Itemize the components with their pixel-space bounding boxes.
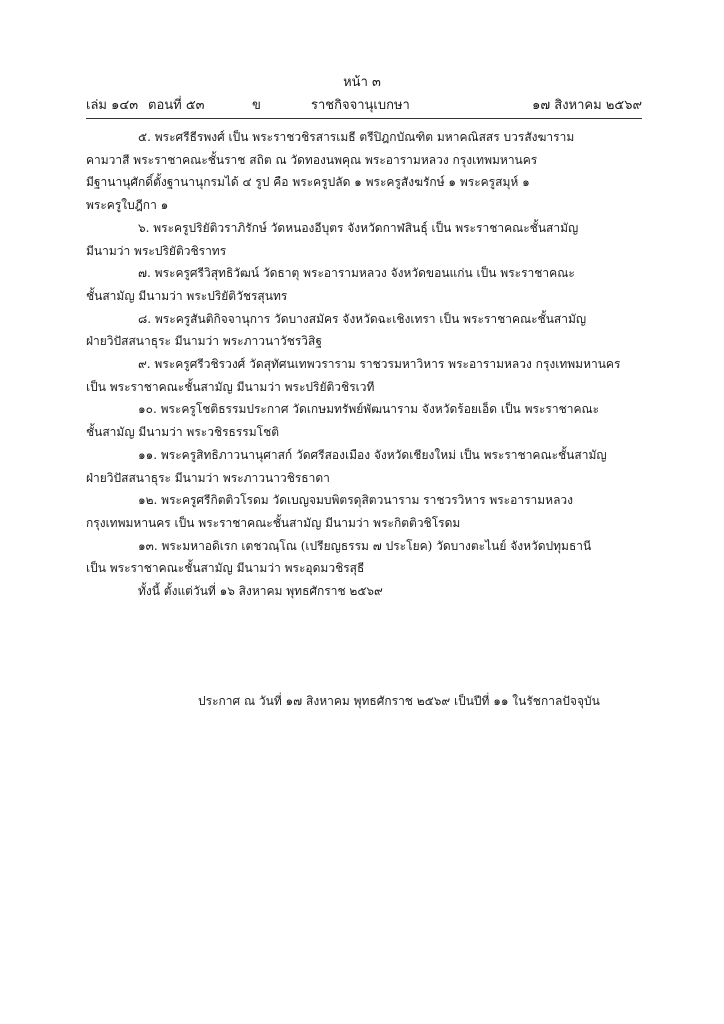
section-label: ข [252, 98, 261, 113]
paragraph-line: มีฐานานุศักดิ์ตั้งฐานานุกรมได้ ๔ รูป คือ พระครูปลัด ๑ พระครูสังฆรักษ์ ๑ พระครูสมุห์ ๑ [86, 175, 530, 190]
proclamation-line: ประกาศ ณ วันที่ ๑๗ สิงหาคม พุทธศักราช ๒๕๖๙ เป็นปีที่ ๑๑ ในรัชกาลปัจจุบัน [198, 694, 600, 708]
paragraph-line: เป็น พระราชาคณะชั้นสามัญ มีนามว่า พระอุดมวชิรสุธี [86, 561, 365, 576]
effective-date-line: ทั้งนี้ ตั้งแต่วันที่ ๑๖ สิงหาคม พุทธศักราช ๒๕๖๙ [138, 584, 383, 599]
paragraph-line: ฝ่ายวิปัสสนาธุระ มีนามว่า พระภาวนาวชิรธาดา [86, 470, 330, 485]
effective-date-paragraph [86, 580, 642, 603]
page-number: หน้า ๓ [343, 75, 381, 90]
paragraph-line: ๗. พระครูศรีวิสุทธิวัฒน์ วัดธาตุ พระอารามหลวง จังหวัดขอนแก่น เป็น พระราชาคณะ [138, 266, 575, 281]
paragraph-line: ๑๑. พระครูสิทธิภาวนานุศาสก์ วัดศรีสองเมือง จังหวัดเชียงใหม่ เป็น พระราชาคณะชั้นสามัญ [138, 447, 607, 462]
paragraph-line: ๑๒. พระครูศรีกิตติวโรดม วัดเบญจมบพิตรดุสิตวนาราม ราชวรวิหาร พระอารามหลวง [138, 493, 574, 508]
paragraph-line: ๖. พระครูปริยัติวราภิรักษ์ วัดหนองอีบุตร จังหวัดกาฬสินธุ์ เป็น พระราชาคณะชั้นสามัญ [138, 220, 579, 235]
paragraph-line: พระครูใบฎีกา ๑ [86, 198, 169, 213]
paragraph-line: ชั้นสามัญ มีนามว่า พระวชิรธรรมโชติ [86, 425, 280, 440]
paragraph-item-7 [86, 262, 642, 307]
paragraph-item-13 [86, 535, 642, 580]
gazette-name: ราชกิจจานุเบกษา [311, 98, 410, 113]
volume-label: เล่ม ๑๔๓ [86, 98, 139, 113]
paragraph-item-8 [86, 308, 642, 353]
paragraph-item-11 [86, 444, 642, 489]
issue-label: ตอนที่ ๕๓ [148, 98, 205, 113]
header-divider [86, 118, 642, 119]
paragraph-item-12 [86, 489, 642, 534]
paragraph-line: ๑๐. พระครูโชติธรรมประกาศ วัดเกษมทรัพย์พัฒนาราม จังหวัดร้อยเอ็ด เป็น พระราชาคณะ [138, 402, 600, 417]
paragraph-line: คามวาสี พระราชาคณะชั้นราช สถิต ณ วัดทองนพคุณ พระอารามหลวง กรุงเทพมหานคร [86, 152, 538, 167]
running-header [86, 97, 642, 115]
paragraph-line: ๙. พระครูศรีวชิรวงศ์ วัดสุทัศนเทพวราราม ราชวรมหาวิหาร พระอารามหลวง กรุงเทพมหานคร [138, 357, 621, 372]
paragraph-line: ฝ่ายวิปัสสนาธุระ มีนามว่า พระภาวนาวัชรวิสิฐ [86, 334, 322, 349]
paragraph-line: ๘. พระครูสันติกิจจานุการ วัดบางสมัคร จังหวัดฉะเชิงเทรา เป็น พระราชาคณะชั้นสามัญ [138, 311, 587, 326]
paragraph-line: มีนามว่า พระปริยัติวชิราทร [86, 243, 227, 258]
paragraph-line: ๑๓. พระมหาอดิเรก เตชวณฺโณ (เปรียญธรรม ๗ ประโยค) วัดบางตะไนย์ จังหวัดปทุมธานี [138, 538, 592, 553]
paragraph-item-6 [86, 217, 642, 262]
paragraph-line: กรุงเทพมหานคร เป็น พระราชาคณะชั้นสามัญ มีนามว่า พระกิตติวชิโรดม [86, 515, 461, 530]
header-date: ๑๗ สิงหาคม ๒๕๖๙ [532, 98, 642, 113]
paragraph-item-5 [86, 126, 642, 217]
paragraph-line: เป็น พระราชาคณะชั้นสามัญ มีนามว่า พระปริยัติวชิรเวที [86, 379, 375, 394]
paragraph-item-10 [86, 398, 642, 443]
paragraph-line: ชั้นสามัญ มีนามว่า พระปริยัติวัชรสุนทร [86, 288, 288, 303]
paragraph-item-9 [86, 353, 642, 398]
paragraph-line: ๕. พระศรีธีรพงศ์ เป็น พระราชวชิรสารเมธี ตรีปิฎกบัณฑิต มหาคณิสสร บวรสังฆาราม [138, 130, 575, 144]
document-body [86, 126, 642, 603]
